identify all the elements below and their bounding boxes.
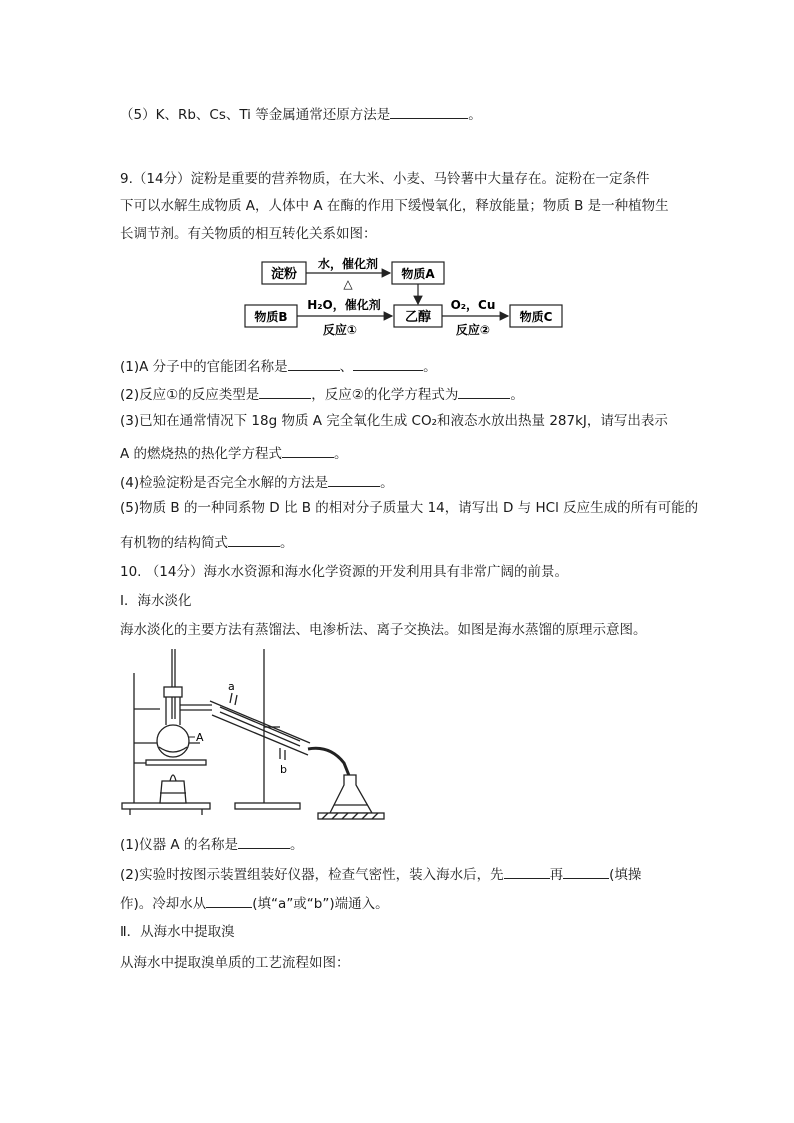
q9-sub2: (2)反应①的反应类型是 ，反应②的化学方程式为 。	[120, 384, 524, 405]
label-inlet-b: b	[280, 763, 287, 776]
answer-blank[interactable]	[228, 532, 280, 547]
reagent1-top: 水，催化剂	[317, 257, 379, 271]
q10-sub2-line1: (2)实验时按图示装置组装好仪器，检查气密性，装入海水后，先 再 (填操	[120, 864, 641, 885]
reagent1-bottom: △	[343, 277, 353, 291]
q10-part2-title: Ⅱ．从海水中提取溴	[120, 924, 235, 940]
reaction2-label: 反应②	[455, 323, 491, 337]
q9-sub3-line2: A 的燃烧热的热化学方程式 。	[120, 443, 348, 464]
starch-label: 淀粉	[270, 267, 298, 282]
q10-sub1: (1)仪器 A 的名称是 。	[120, 834, 303, 855]
q8-5-line	[120, 104, 482, 125]
q9-sub5-line2: 有机物的结构简式 。	[120, 532, 294, 553]
q10-sub2-line2: 作)。冷却水从 (填“a”或“b”)端通入。	[120, 893, 389, 914]
answer-blank[interactable]	[238, 834, 290, 849]
q9-sub3-line1: (3)已知在通常情况下 18g 物质 A 完全氧化生成 CO₂和液态水放出热量 287kJ，请写出表示	[120, 413, 668, 429]
q8-5-text: （5）K、Rb、Cs、Ti 等金属通常还原方法是	[120, 107, 391, 123]
conversion-flow-diagram	[240, 252, 570, 342]
q9-sub4: (4)检验淀粉是否完全水解的方法是 。	[120, 472, 394, 493]
reagent3-top: O₂，Cu	[450, 298, 496, 312]
answer-blank[interactable]	[288, 356, 340, 371]
q9-intro-line1: 9.（14分）淀粉是重要的营养物质，在大米、小麦、马铃薯中大量存在。淀粉在一定条件	[120, 171, 650, 187]
label-a: A	[196, 731, 204, 744]
q9-sub5-line1: (5)物质 B 的一种同系物 D 比 B 的相对分子质量大 14，请写出 D 与 HCl 反应生成的所有可能的	[120, 500, 699, 516]
q9-intro-line3: 长调节剂。有关物质的相互转化关系如图：	[120, 226, 377, 242]
q10-part1-text: 海水淡化的主要方法有蒸馏法、电渗析法、离子交换法。如图是海水蒸馏的原理示意图。	[120, 622, 647, 638]
alcohol-lamp	[160, 781, 186, 803]
q10-part1-title: Ⅰ．海水淡化	[120, 593, 192, 609]
answer-blank[interactable]	[563, 864, 609, 879]
material-c-label: 物质C	[519, 310, 553, 324]
q10-part2-text: 从海水中提取溴单质的工艺流程如图：	[120, 955, 350, 971]
answer-blank[interactable]	[458, 384, 510, 399]
receiving-flask	[330, 775, 372, 813]
ethanol-label: 乙醇	[404, 310, 432, 325]
q10-intro: 10. （14分）海水水资源和海水化学资源的开发利用具有非常广阔的前景。	[120, 564, 568, 580]
material-b-label: 物质B	[254, 310, 288, 324]
answer-blank[interactable]	[353, 356, 423, 371]
answer-blank[interactable]	[390, 104, 468, 119]
answer-blank[interactable]	[504, 864, 550, 879]
q9-sub1: (1)A 分子中的官能团名称是 、 。	[120, 356, 437, 377]
answer-blank[interactable]	[206, 893, 252, 908]
q9-intro-line2: 下可以水解生成物质 A，人体中 A 在酶的作用下缓慢氧化，释放能量；物质 B 是一种植物生	[120, 198, 669, 214]
distillation-apparatus-diagram	[120, 645, 390, 825]
material-a-label: 物质A	[401, 267, 435, 281]
reaction1-label: 反应①	[322, 323, 358, 337]
answer-blank[interactable]	[328, 472, 380, 487]
label-inlet-a: a	[228, 680, 235, 693]
answer-blank[interactable]	[282, 443, 334, 458]
answer-blank[interactable]	[259, 384, 311, 399]
reagent2-top: H₂O，催化剂	[307, 298, 381, 312]
q8-5-end: 。	[468, 107, 482, 123]
